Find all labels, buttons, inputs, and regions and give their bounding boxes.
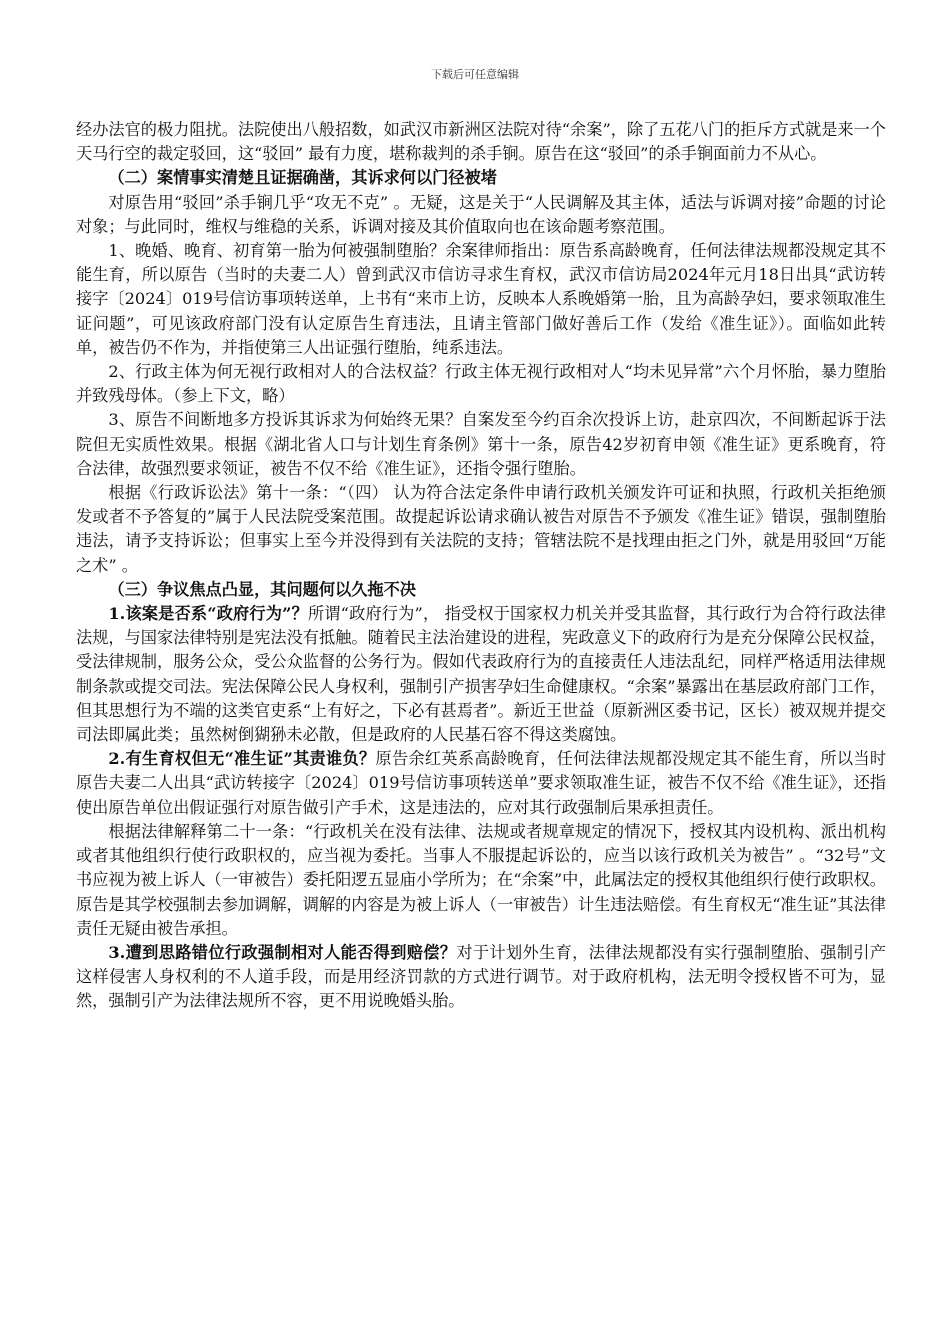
- paragraph-point-3: [76, 941, 886, 1014]
- point-lead: 3.遭到思路错位行政强制相对人能否得到赔偿？: [108, 942, 457, 962]
- paragraph: 对原告用“驳回”杀手锏几乎“攻无不克” 。无疑，这是关于“人民调解及其主体，适法与诉调对接”命题的讨论对象；与此同时，维权与维稳的关系，诉调对接及其价值取向也在该命题考察范围。: [76, 192, 886, 236]
- point-lead: 1.该案是否系“政府行为”？: [108, 604, 308, 624]
- point-lead: 2.有生育权但无“准生证”其责谁负？: [108, 749, 376, 769]
- point-text: 所谓“政府行为”， 指受权于国家权力机关并受其监督，其行政行为合符行政法律法规，与国家法律特别是宪法没有抵触。随着民主法治建设的进程，宪政意义下的政府行为是充分保障公民权益，受法律规制，服务公众，受公众监督的公务行为。假如代表政府行为的直接责任人违法乱纪，同样严格适用法律规制条款或提交司法。宪法保障公民人身权利，强制引产损害孕妇生命健康权。“余案”暴露出在基层政府部门工作，但其思想行为不端的这类官吏系“上有好之，下必有甚焉者”。新近王世益（原新洲区委书记，区长）被双规并提交司法即属此类；虽然树倒猢狲未必散，但是政府的人民基石容不得这类腐蚀。: [76, 604, 886, 745]
- section-heading-3: （三）争议焦点凸显，其问题何以久拖不决: [108, 579, 416, 599]
- paragraph-continuation: 经办法官的极力阻扰。法院使出八般招数，如武汉市新洲区法院对待“余案”，除了五花八门的拒斥方式就是来一个天马行空的裁定驳回，这“驳回” 最有力度，堪称裁判的杀手锏。原告在这“驳回”的杀手锏面前力不从心。: [76, 120, 886, 164]
- paragraph-item-1: 1、晚婚、晚育、初育第一胎为何被强制堕胎？余案律师指出：原告系高龄晚育，任何法律法规都没规定其不能生育，所以原告（当时的夫妻二人）曾到武汉市信访寻求生育权，武汉市信访局2024年元月18日出具“武访转接字〔2024〕019号信访事项转送单，上书有“来市上访，反映本人系晚婚第一胎，且为高龄孕妇，要求领取准生证问题”，可见该政府部门没有认定原告生育违法，且请主管部门做好善后工作（发给《准生证》）。面临如此转单，被告仍不作为，并指使第三人出证强行堕胎，纯系违法。: [76, 241, 886, 357]
- paragraph-point-1: [76, 602, 886, 747]
- paragraph-item-3: 3、原告不间断地多方投诉其诉求为何始终无果？自案发至今约百余次投诉上访，赴京四次，不间断起诉于法院但无实质性效果。根据《湖北省人口与计划生育条例》第十一条，原告42岁初育申领《准生证》更系晚育，符合法律，故强烈要求领证，被告不仅不给《准生证》，还指令强行堕胎。: [76, 410, 886, 478]
- page-header-note: 下载后可任意编辑: [431, 68, 519, 81]
- paragraph: 根据法律解释第二十一条：“行政机关在没有法律、法规或者规章规定的情况下，授权其内设机构、派出机构或者其他组织行使行政职权的，应当视为委托。当事人不服提起诉讼的，应当以该行政机关为被告” 。“32号”文书应视为被上诉人（一审被告）委托阳逻五显庙小学所为；在“余案”中，此属法定的授权其他组织行使行政职权。原告是其学校强制去参加调解，调解的内容是为被上诉人（一审被告）计生违法赔偿。有生育权无“准生证”其法律责任无疑由被告承担。: [76, 821, 886, 938]
- document-body: [76, 118, 886, 1014]
- paragraph-item-2: 2、行政主体为何无视行政相对人的合法权益？行政主体无视行政相对人“均未见异常”六个月怀胎，暴力堕胎并致残母体。（参上下文，略）: [76, 362, 886, 406]
- section-heading-2: （二）案情事实清楚且证据确凿，其诉求何以门径被堵: [108, 168, 497, 188]
- paragraph: 根据《行政诉讼法》第十一条：“（四） 认为符合法定条件申请行政机关颁发许可证和执照，行政机关拒绝颁发或者不予答复的”属于人民法院受案范围。故提起诉讼请求确认被告对原告不予颁发《准生证》错误，强制堕胎违法，请予支持诉讼；但事实上至今并没得到有关法院的支持；管辖法院不是找理由拒之门外，就是用驳回“万能之术” 。: [76, 483, 886, 575]
- paragraph-point-2: [76, 747, 886, 820]
- point-text: 对于计划外生育，法律法规都没有实行强制堕胎、强制引产这样侵害人身权利的不人道手段，而是用经济罚款的方式进行调节。对于政府机构，法无明令授权皆不可为，显然，强制引产为法律法规所不容，更不用说晚婚头胎。: [76, 942, 887, 1011]
- point-text: 原告余红英系高龄晚育，任何法律法规都没规定其不能生育，所以当时原告夫妻二人出具“武访转接字〔2024〕019号信访事项转送单”要求领取准生证，被告不仅不给《准生证》，还指使出原告单位出假证强行对原告做引产手术，这是违法的，应对其行政强制后果承担责任。: [76, 749, 887, 817]
